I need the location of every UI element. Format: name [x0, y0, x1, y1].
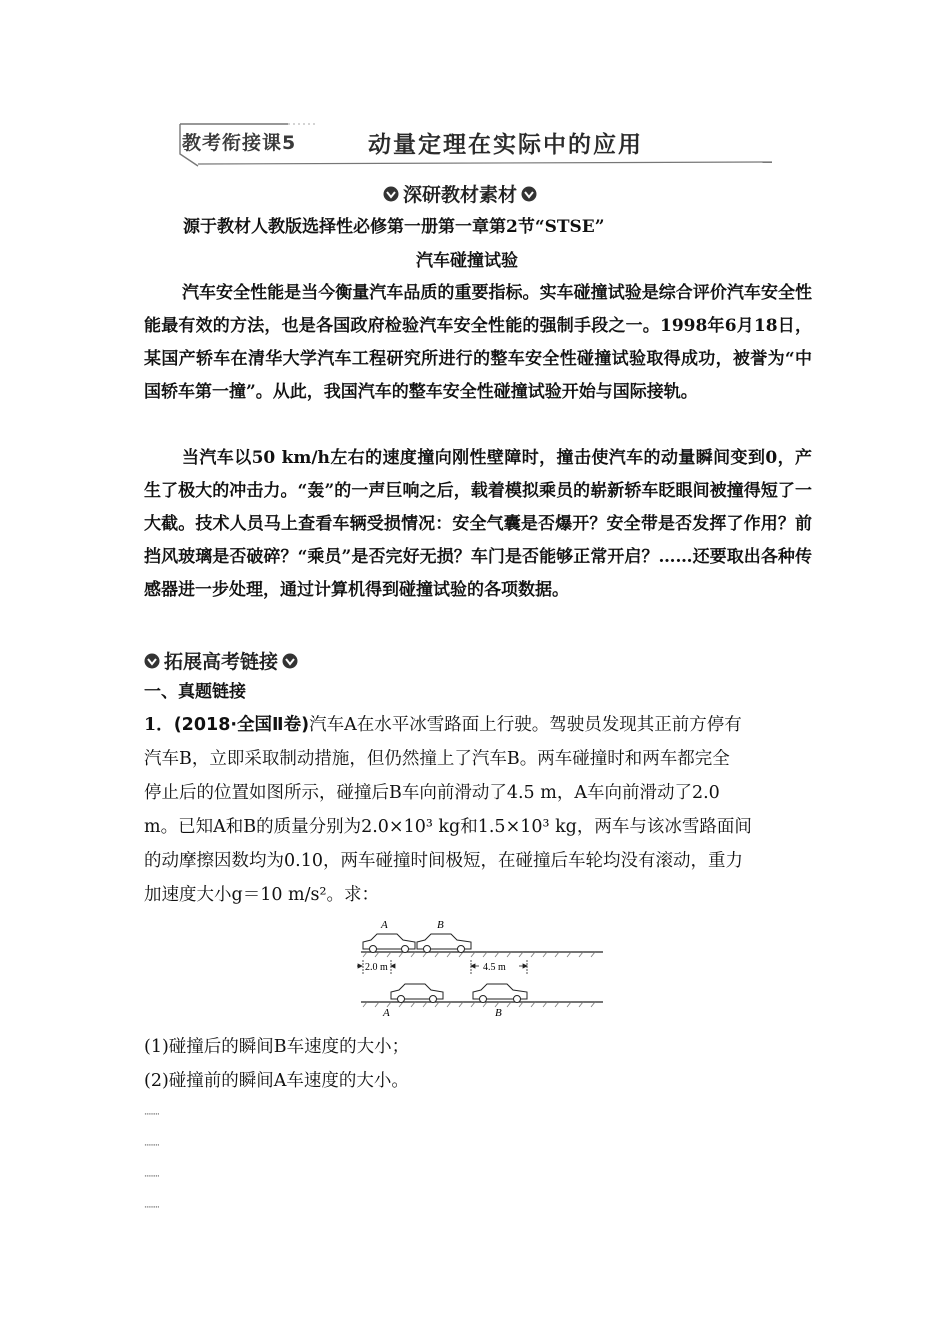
- section2-title: 拓展高考链接: [164, 651, 279, 673]
- subtitle: 汽车碰撞试验: [416, 251, 518, 271]
- car-a-top: [363, 934, 415, 953]
- question-line-5: 的动摩擦因数均为0.10，两车碰撞时间极短，在碰撞后车轮均没有滚动，重力: [144, 851, 743, 871]
- section2-heading: [144, 647, 298, 674]
- car-diagram: [357, 916, 607, 1018]
- question-line-6: 加速度大小g＝10 m/s²。求：: [144, 885, 380, 905]
- car-b-top: [417, 934, 471, 953]
- chevron-down-icon: [282, 653, 298, 669]
- label-a-bottom: A: [383, 1007, 390, 1018]
- banner-label: 教考衔接课5: [182, 132, 297, 154]
- answer-line-3: ········: [144, 1172, 159, 1182]
- section1-title: 深研教材素材: [403, 184, 518, 206]
- collision-figure: [357, 916, 607, 1018]
- label-b-top: B: [437, 919, 444, 931]
- question-line-4: m。已知A和B的质量分别为2.0×10³ kg和1.5×10³ kg，两车与该冰雪路面间: [144, 817, 752, 837]
- question-line-3: 停止后的位置如图所示，碰撞后B车向前滑动了4.5 m，A车向前滑动了2.0: [144, 783, 720, 803]
- question-line-1: [144, 708, 808, 742]
- question-text-1: 汽车A在水平冰雪路面上行驶。驾驶员发现其正前方停有: [309, 715, 742, 735]
- question-parts: [144, 1030, 808, 1098]
- header-banner: [178, 118, 772, 170]
- source-line: 源于教材人教版选择性必修第一册第一章第2节“STSE”: [183, 217, 605, 237]
- label-a-top: A: [381, 919, 388, 931]
- question-source: (2018·全国Ⅱ卷): [173, 715, 310, 735]
- question-number: 1．: [144, 715, 174, 735]
- sub-heading: 一、真题链接: [144, 682, 246, 702]
- car-a-bottom: [391, 984, 443, 1003]
- question-1: [144, 708, 808, 912]
- paragraph-2: 当汽车以50 km/h左右的速度撞向刚性壁障时，撞击使汽车的动量瞬间变到0，产生了极大的冲击力。“轰”的一声巨响之后，载着模拟乘员的崭新轿车眨眼间被撞得短了一大截。技术人员马上查看车辆受损情况：安全气囊是否爆开？安全带是否发挥了作用？前挡风玻璃是否破碎？“乘员”是否完好无损？车门是否能够正常开启？……还要取出各种传感器进一步处理，通过计算机得到碰撞试验的各项数据。: [144, 448, 812, 600]
- dist-a-label: 2.0 m: [365, 962, 388, 973]
- answer-line-4: ········: [144, 1203, 159, 1213]
- paragraph-1: 汽车安全性能是当今衡量汽车品质的重要指标。实车碰撞试验是综合评价汽车安全性能最有效的方法，也是各国政府检验汽车安全性能的强制手段之一。1998年6月18日，某国产轿车在清华大学汽车工程研究所进行的整车安全性碰撞试验取得成功，被誉为“中国轿车第一撞”。从此，我国汽车的整车安全性碰撞试验开始与国际接轨。: [144, 283, 812, 402]
- dist-b-label: 4.5 m: [483, 962, 506, 973]
- car-b-bottom: [473, 984, 527, 1003]
- question-part-1: (1)碰撞后的瞬间B车速度的大小；: [144, 1037, 410, 1057]
- chevron-down-icon: [521, 186, 537, 202]
- answer-line-1: ········: [144, 1110, 159, 1120]
- label-b-bottom: B: [495, 1007, 502, 1018]
- question-part-2: (2)碰撞前的瞬间A车速度的大小。: [144, 1071, 409, 1091]
- page-title: 动量定理在实际中的应用: [368, 132, 643, 158]
- chevron-down-icon: [144, 653, 160, 669]
- section1-heading: [383, 180, 537, 207]
- answer-line-2: ········: [144, 1141, 159, 1151]
- question-line-2: 汽车B，立即采取制动措施，但仍然撞上了汽车B。两车碰撞时和两车都完全: [144, 749, 730, 769]
- chevron-down-icon: [383, 186, 399, 202]
